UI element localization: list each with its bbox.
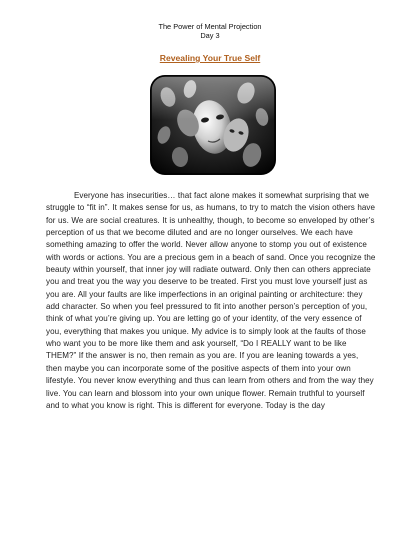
page-title: Revealing Your True Self [159, 53, 261, 63]
article-body: Everyone has insecurities… that fact alone makes it somewhat surprising that we struggle to “fit in”. It makes sense for us, as humans, to try to match the vision others have for us. We are social creatures. It is unhealthy, though, to become so enveloped by other’s perception of us that we become diluted and are no longer ourselves. We each have something amazing to offer the world. Never allow anyone to stomp you out of existence with words or actions. You are a precious gem in a beach of sand. Once you recognize the beauty within yourself, that inner joy will radiate outward. Only then can others appreciate you and treat you the way you deserve to be treated. First you must love yourself just as you are. All your faults are like imperfections in an original painting or architecture: they add character. So when you feel pressured to fit into another person’s perception of you, think of what you’re giving up. You are letting go of your identity, of the very essence of you, everything that makes you unique. My advice is to simply look at the faults of those who want you to be more like them and ask yourself, “Do I REALLY want to be like THEM?” If the answer is no, then remain as you are. If you are leaning towards a yes, then maybe you can incorporate some of the positive aspects of them into your own lifestyle. You never know everything and thus can learn from others and from the way they live. You can learn and blossom into your own unique flower. Remain truthful to yourself and to what you know is right. This is different for everyone. Today is the day [46, 191, 376, 410]
page-header [0, 22, 420, 40]
header-series-title: The Power of Mental Projection [158, 22, 262, 31]
header-day-label: Day 3 [200, 31, 220, 40]
masks-image [150, 75, 276, 175]
masks-illustration [150, 75, 276, 175]
